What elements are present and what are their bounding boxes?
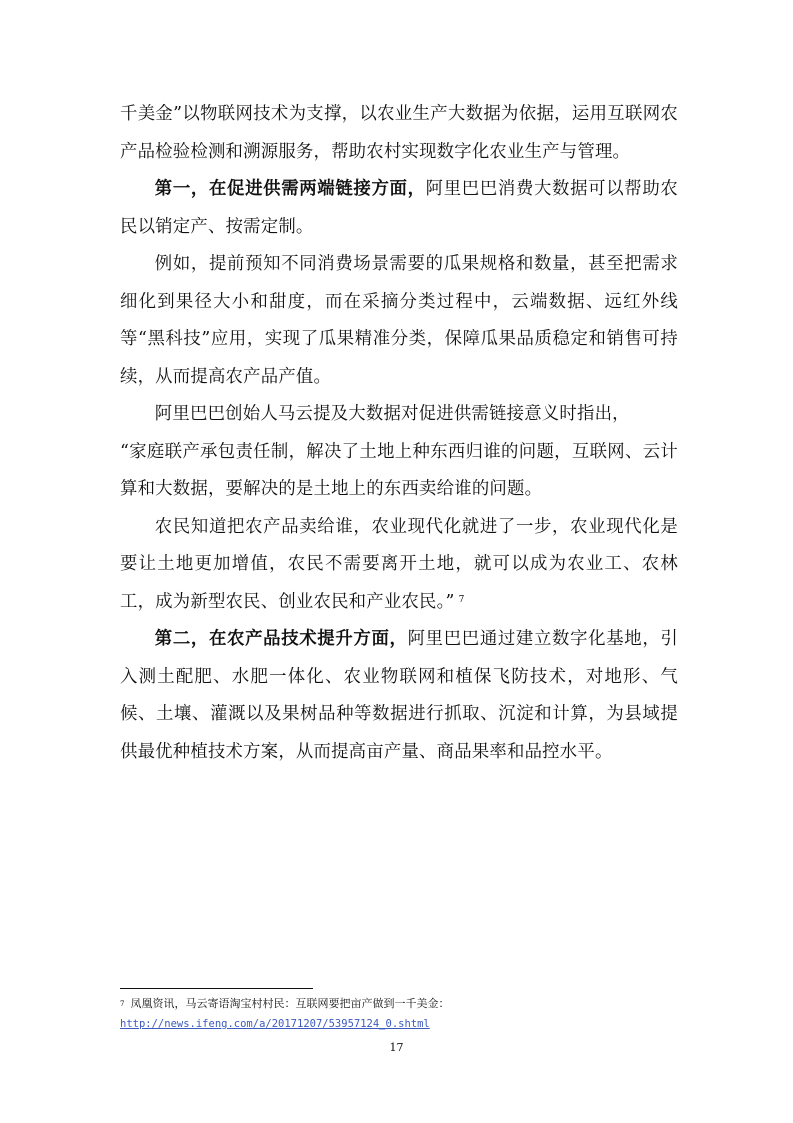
footnote-marker: 7 <box>120 1000 125 1008</box>
footnote-divider <box>120 988 313 989</box>
footnote-line <box>120 994 680 1014</box>
footnote-reference[interactable]: 7 <box>458 594 465 605</box>
paragraph-5 <box>120 434 678 509</box>
paragraph-2-lead: 第一，在促进供需两端链接方面， <box>154 179 426 199</box>
paragraph-7-lead: 第二，在农产品技术提升方面， <box>154 629 408 649</box>
paragraph-4 <box>120 396 678 434</box>
paragraph-3 <box>120 246 678 396</box>
paragraph-5-text: “家庭联产承包责任制，解决了土地上种东西归谁的问题，互联网、云计算和大数据，要解决的是土地上的东西卖给谁的问题。 <box>120 441 678 499</box>
paragraph-4-text: 阿里巴巴创始人马云提及大数据对促进供需链接意义时指出， <box>154 404 630 424</box>
footnote <box>120 994 680 1034</box>
paragraph-7 <box>120 621 678 771</box>
paragraph-3-text: 例如，提前预知不同消费场景需要的瓜果规格和数量，甚至把需求细化到果径大小和甜度，而在采摘分类过程中，云端数据、远红外线等“黑科技”应用，实现了瓜果精准分类，保障瓜果品质稳定和销售可持续，从而提高农产品产值。 <box>120 254 678 387</box>
paragraph-6-text: 农民知道把农产品卖给谁，农业现代化就进了一步，农业现代化是要让土地更加增值，农民不需要离开土地，就可以成为农业工、农林工，成为新型农民、创业农民和产业农民。” <box>120 516 678 612</box>
page-number: 17 <box>389 1041 404 1054</box>
paragraph-2 <box>120 171 678 246</box>
paragraph-6 <box>120 509 678 622</box>
footnote-link[interactable]: http://news.ifeng.com/a/20171207/53957124_0.shtml <box>120 1018 430 1030</box>
body-text <box>120 96 678 771</box>
paragraph-2-text: 阿里巴巴消费大数据可以帮助农民以销定产、按需定制。 <box>120 179 678 237</box>
paragraph-1 <box>120 96 678 171</box>
paragraph-7-text: 阿里巴巴通过建立数字化基地，引入测土配肥、水肥一体化、农业物联网和植保飞防技术，对地形、气候、土壤、灌溉以及果树品种等数据进行抓取、沉淀和计算，为县域提供最优种植技术方案，从而提高亩产量、商品果率和品控水平。 <box>120 629 678 762</box>
footnote-url-line <box>120 1014 680 1034</box>
paragraph-1-text: 千美金”以物联网技术为支撑，以农业生产大数据为依据，运用互联网农产品检验检测和溯源服务，帮助农村实现数字化农业生产与管理。 <box>120 104 678 162</box>
footnote-text: 凤凰资讯，马云寄语淘宝村村民：互联网要把亩产做到一千美金： <box>130 997 450 1010</box>
